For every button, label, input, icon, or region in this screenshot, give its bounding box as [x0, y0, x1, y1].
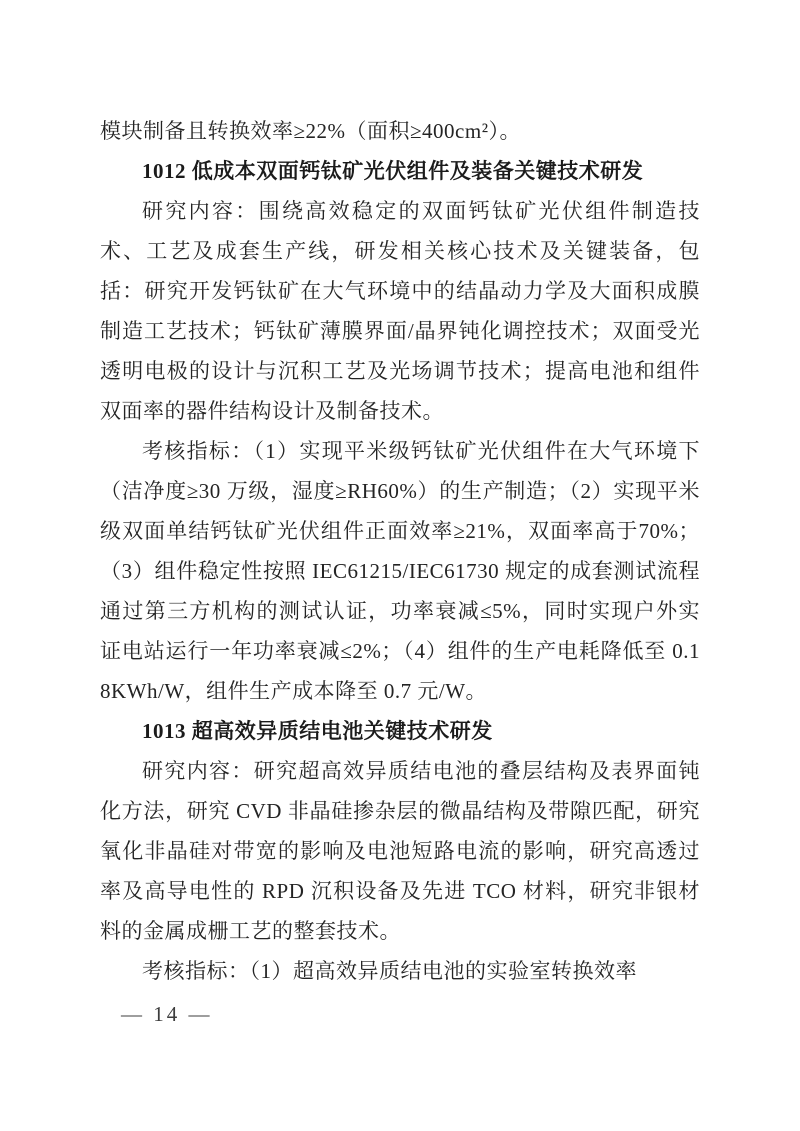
section-1012-heading: 1012 低成本双面钙钛矿光伏组件及装备关键技术研发 [142, 159, 644, 183]
section-1013-research-content: 研究内容：研究超高效异质结电池的叠层结构及表界面钝化方法，研究 CVD 非晶硅掺杂层的微晶结构及带隙匹配，研究氧化非晶硅对带宽的影响及电池短路电流的影响，研究高透过率及高导电性的 RPD 沉积设备及先进 TCO 材料，研究非银材料的金属成栅工艺的整套技术。 [100, 759, 700, 943]
section-1012-research-content: 研究内容：围绕高效稳定的双面钙钛矿光伏组件制造技术、工艺及成套生产线，研发相关核心技术及关键装备，包括：研究开发钙钛矿在大气环境中的结晶动力学及大面积成膜制造工艺技术；钙钛矿薄膜界面/晶界钝化调控技术；双面受光透明电极的设计与沉积工艺及光场调节技术；提高电池和组件双面率的器件结构设计及制备技术。 [100, 199, 700, 423]
section-1013-heading: 1013 超高效异质结电池关键技术研发 [142, 719, 493, 743]
section-1012-assessment-indicators: 考核指标：（1）实现平米级钙钛矿光伏组件在大气环境下（洁净度≥30 万级，湿度≥RH60%）的生产制造；（2）实现平米级双面单结钙钛矿光伏组件正面效率≥21%，双面率高于70%；（3）组件稳定性按照 IEC61215/IEC61730 规定的成套测试流程通过第三方机构的测试认证，功率衰减≤5%，同时实现户外实证电站运行一年功率衰减≤2%；（4）组件的生产电耗降低至 0.18KWh/W，组件生产成本降至 0.7 元/W。 [100, 439, 700, 703]
footer-page-number: — 14 — [121, 1002, 213, 1026]
paragraph-continuation: 模块制备且转换效率≥22%（面积≥400cm²）。 [100, 119, 521, 143]
document-text-block [100, 111, 700, 991]
section-1013-assessment-indicators: 考核指标：（1）超高效异质结电池的实验室转换效率 [142, 959, 637, 983]
